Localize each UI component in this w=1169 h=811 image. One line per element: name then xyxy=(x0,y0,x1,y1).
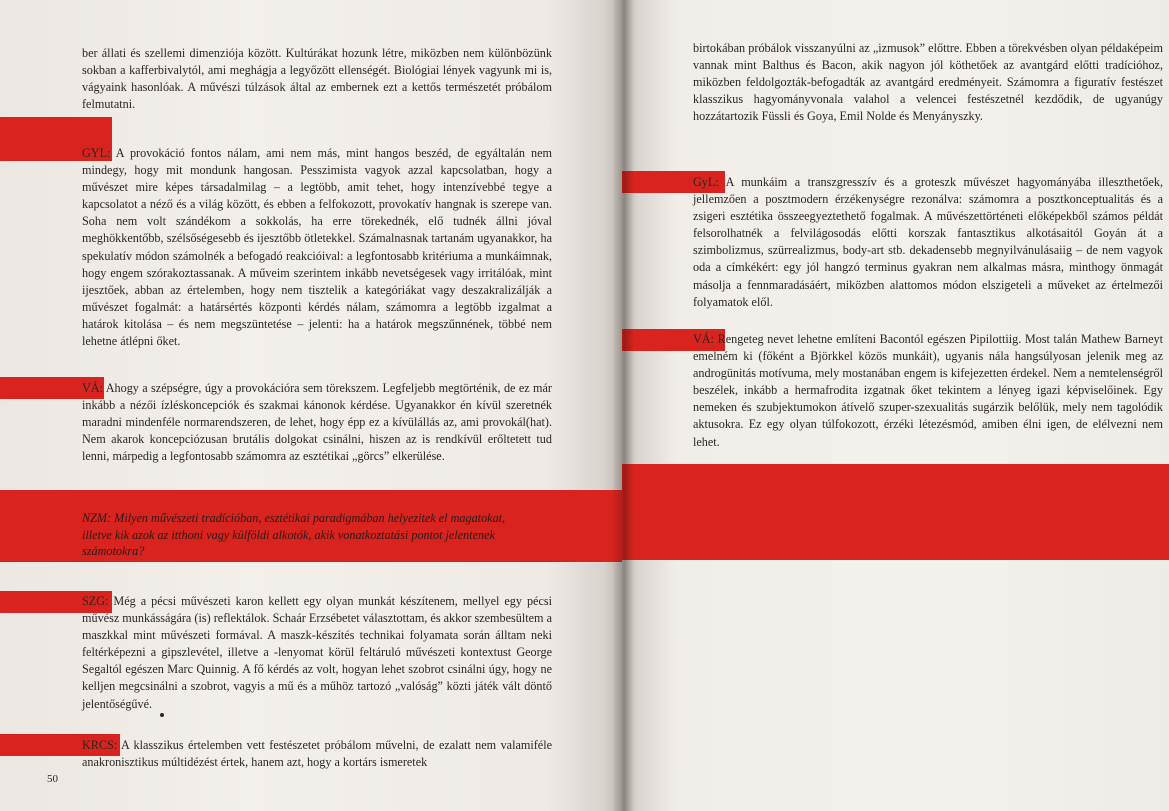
va-answer-text: Ahogy a szépségre, úgy a provokációra sem törekszem. Legfeljebb megtörténik, de ez már inkább a nézői ízléskoncepciók és szakmai kánonok kérdése. Ugyanakkor én kívül szeretnék maradni mindenféle normarendszeren, de lehet, hogy épp ez a kívülállás az, ami provokál(hat). Nem akarok koncepciózusan brutális dolgokat csinálni, hiszen az is rendkívül erőltetett tud lenni, márpedig a legfontosabb számomra az esztétikai „görcs” elkerülése. xyxy=(82,381,552,464)
va-right-paragraph xyxy=(693,331,1163,451)
speaker-label-krcs: KRCS: xyxy=(82,738,118,752)
speaker-label-gyl: GYL: xyxy=(82,146,111,160)
speaker-label-gyl-right: GyL: xyxy=(693,175,719,189)
speaker-label-szg: SZG: xyxy=(82,594,109,608)
question-red-band-right xyxy=(622,464,1169,560)
szg-paragraph xyxy=(82,593,552,713)
krcs-answer-text: A klasszikus értelemben vett festészetet próbálom művelni, de ezalatt nem valamiféle anakronisztikus múltidézést értek, hanem azt, hogy a kortárs ismeretek xyxy=(82,738,552,770)
gyl-answer-text: A provokáció fontos nálam, ami nem más, mint hangos beszéd, de egyáltalán nem mindegy, hogy mit mondunk hangosan. Pesszimista vagyok azzal kapcsolatban, hogy a művészet mire képes társadalmilag – a legtöbb, amit tehet, hogy intenzívebbé tegye a kapcsolatot a néző és a világ között, és ebben a felfokozott, provokatív hangnak is szerepe van. Soha nem volt szándékom a sokkolás, ha erre törekednék, elő tudnék állni jóval meghökkentőbb, szélsőségesebb és ijesztőbb ötletekkel. Számalnasnak tartanám ugyanakkor, ha spekulatív módon számolnék a befogadó reakcióival: a legfontosabb kritériuma a munkáimnak, hogy engem szórakoztassanak. A műveim szerintem inkább nevetségesek vagy irritálóak, mint ijesztőek, abban az értelemben, hogy nem tisztelik a kategóriákat vagy deszakralizálják a művészet fogalmát: a határsértés központi kérdés nálam, számomra a legtöbb izgalmat a határok kitolása – és nem megszüntetése – jelenti: ha a határok megszűnnének, többé nem lehetne átlépni őket. xyxy=(82,146,552,349)
speaker-label-va: VÁ: xyxy=(82,381,103,395)
book-gutter-shadow xyxy=(612,0,634,811)
gyl-paragraph xyxy=(82,145,552,350)
page-number: 50 xyxy=(47,773,58,785)
intro-paragraph: ber állati és szellemi dimenziója között. Kultúrákat hozunk létre, miközben nem különbözünk sokban a kafferbivalytól, ami meghágja a legyőzött ellenségét. Biológiai lények vagyunk mi is, vágyaink hasonlóak. A művészi túlzások által az embernek ezt a kettős természetét próbálom felmutatni. xyxy=(82,46,552,112)
szg-answer-text: Még a pécsi művészeti karon kellett egy olyan munkát készítenem, mellyel egy pécsi művész munkásságára (is) reflektálok. Schaár Erzsébetet választottam, és akkor szembesültem a maszkkal mint művészeti formával. A maszk-készítés technikai folyamata során álltam neki feltérképezni a gipszlevétel, illetve a -lenyomat körül feltáruló művészeti kontextust George Segaltól egészen Marc Quinnig. A fő kérdés az volt, hogyan lehet szobrot csinálni úgy, hogy ne kelljen megcsinálni a szobrot, vagyis a mű és a műhöz tartozó „valóság” közti játék vált döntő jelentőségűvé. xyxy=(82,594,552,711)
right-intro-paragraph: birtokában próbálok visszanyúlni az „izmusok” előttre. Ebben a törekvésben olyan példaképeim vannak mint Balthus és Bacon, akik nagyon jól köthetőek az avantgárd előtti tradícióhoz, miközben feldolgozták-befogadták az avantgárd eredményeit. Számomra a figuratív festészet klasszikus hagyományvonala valahol a velencei festészetnél kezdődik, de ugyanúgy hozzátartozik Füssli és Goya, Emil Nolde és Menyányszky. xyxy=(693,41,1163,124)
gyl-right-answer-text: A munkáim a transzgresszív és a groteszk művészet hagyományába illeszthetőek, jellemzően a posztmodern érzékenységre rezonálva: számomra a posztkonceptualitás és a zsigeri esztétika összeegyeztethető fogalmak. A művészettörténeti előképekből számos példát felsorolhatnék a felvilágosodás előtti korszak fantasztikus alkotásaitól Goyán át a szimbolizmus, szürrealizmus, body-art stb. dekadensebb megnyilvánulásaiig – de nem vagyok oda a címkékért: egy jól hangzó terminus gyakran nem alkalmas másra, minthogy önmagát másolja a fennmaradásáért, miközben alattomos módon elszigeteli a műveket az értelmezői folyamatok elől. xyxy=(693,175,1163,309)
interview-question: NZM: Milyen művészeti tradícióban, esztétikai paradigmában helyezitek el magatokat, illetve kik azok az itthoni vagy külföldi alkotók, akik vonatkoztatási pontot jelentenek számotokra? xyxy=(82,511,506,559)
va-right-answer-text: Rengeteg nevet lehetne említeni Bacontól egészen Pipilottiig. Most talán Mathew Barneyt emelném ki (főként a Björkkel közös munkáit), ugyanis nála hangsúlyosan jelenik meg az androgünitás motívuma, mely mostanában engem is kifejezetten érdekel. Nem a nemtelenségről beszélek, inkább a hermafrodita izgatnak őket tekintem a lényeg igazi képviselőinek. Egy nemeken és szubjektumokon átívelő szuper-szexualitás sugárzik belőlük, mely nem tagolódik aktusokra. Ez egy olyan túlfokozott, érzéki létezésmód, amiben élni igen, de elélvezni nem lehet. xyxy=(693,332,1163,449)
gyl-right-paragraph xyxy=(693,174,1163,311)
right-page xyxy=(622,0,1169,811)
speaker-label-va-right: VÁ: xyxy=(693,332,714,346)
krcs-paragraph xyxy=(82,737,552,771)
stray-dot xyxy=(160,713,164,717)
va-paragraph xyxy=(82,380,552,465)
